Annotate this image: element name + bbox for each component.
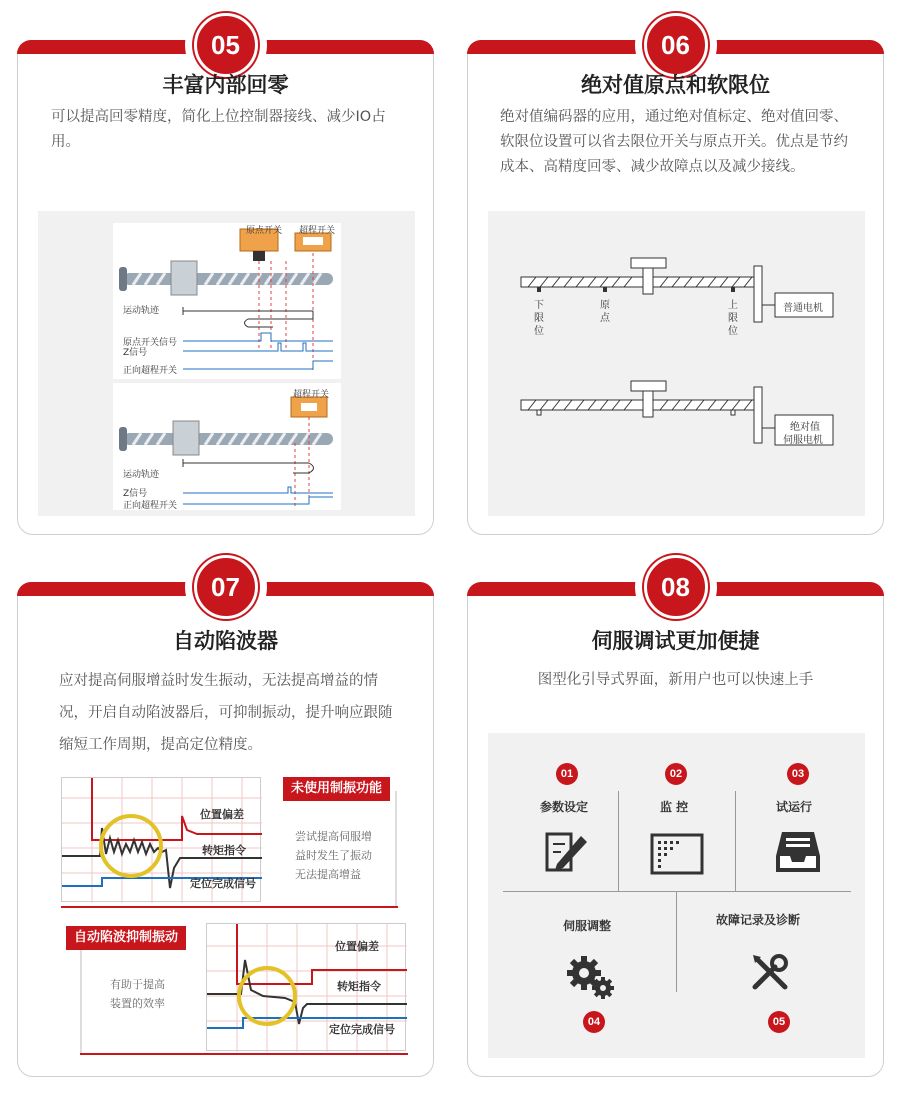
debug-steps-panel — [488, 733, 865, 1058]
card-description: 绝对值编码器的应用，通过绝对值标定、绝对值回零、软限位设置可以省去限位开关与原点开关。优点是节约成本、高精度回零、减少故障点以及减少接线。 — [500, 109, 848, 175]
step-number-03: 03 — [787, 763, 809, 785]
graph2-note-line1: 有助于提高 — [110, 978, 165, 991]
homing-diagram-top — [113, 223, 341, 379]
origin-label: 原点 — [600, 300, 610, 324]
inbox-tray-icon — [774, 830, 822, 874]
graph2-underline — [80, 1053, 408, 1055]
graph-without-suppression — [61, 777, 261, 902]
graph-with-suppression — [206, 923, 406, 1051]
soft-limit-drawing — [488, 211, 865, 516]
card-description: 可以提高回零精度，简化上位控制器接线、减少IO占用。 — [51, 109, 386, 150]
card-badge — [185, 546, 267, 628]
graph2-note-line2: 装置的效率 — [110, 997, 165, 1010]
upper-limit-label: 上限位 — [728, 300, 738, 337]
gears-icon — [566, 955, 618, 1003]
track-label-2: 运动轨迹 — [123, 470, 160, 480]
graph2-side-rule — [80, 950, 82, 1055]
homing-diagram-bottom — [113, 383, 341, 510]
step-label-04: 伺服调整 — [563, 919, 612, 933]
z-signal-label-2: Z信号 — [123, 489, 148, 499]
feature-card-08 — [467, 571, 884, 1077]
graph1-note-line1: 尝试提高伺服增 — [295, 830, 372, 843]
overtravel-switch-label: 超程开关 — [299, 226, 336, 236]
col-divider-3 — [676, 892, 677, 992]
forward-overtravel-label: 正向超程开关 — [123, 366, 178, 376]
col-divider-1 — [618, 791, 619, 891]
overtravel-switch-label-2: 超程开关 — [293, 390, 330, 400]
torque-command-label: 转矩指令 — [202, 844, 246, 857]
feature-card-05 — [17, 29, 434, 535]
feature-card-07 — [17, 571, 434, 1077]
ballscrew-top-drawing — [113, 223, 341, 379]
card-title: 伺服调试更加便捷 — [591, 629, 760, 653]
card-number: 08 — [644, 555, 708, 619]
card-description: 图型化引导式界面，新用户也可以快速上手 — [537, 672, 814, 688]
step-label-01: 参数设定 — [540, 800, 589, 814]
card-number: 07 — [194, 555, 258, 619]
torque-command-label-2: 转矩指令 — [337, 980, 381, 993]
card-title: 丰富内部回零 — [162, 73, 289, 97]
step-number-02: 02 — [665, 763, 687, 785]
row-divider — [503, 891, 851, 892]
ballscrew-bottom-drawing — [113, 383, 341, 510]
homing-diagram-panel — [38, 211, 415, 516]
card-title: 自动陷波器 — [173, 629, 278, 653]
notch-suppression-tag: 自动陷波抑制振动 — [66, 926, 186, 950]
col-divider-2 — [735, 791, 736, 891]
track-label: 运动轨迹 — [123, 306, 160, 316]
graph1-note-line3: 无法提高增益 — [295, 868, 361, 881]
tools-icon — [751, 953, 791, 993]
servo-motor-label-2: 伺服电机 — [783, 435, 823, 446]
lower-limit-label: 下限位 — [534, 300, 544, 337]
step-label-02: 监 控 — [660, 800, 689, 814]
graph-side-rule — [395, 791, 397, 906]
position-deviation-label-2: 位置偏差 — [335, 940, 379, 953]
step-label-03: 试运行 — [776, 800, 813, 814]
feature-card-06 — [467, 29, 884, 535]
card-title: 绝对值原点和软限位 — [581, 73, 770, 97]
no-suppression-tag: 未使用制振功能 — [283, 777, 390, 801]
card-number: 06 — [644, 13, 708, 77]
soft-limit-diagram-panel — [488, 211, 865, 516]
monitor-panel-icon — [650, 833, 704, 875]
step-number-04: 04 — [583, 1011, 605, 1033]
card-number: 05 — [194, 13, 258, 77]
position-deviation-label: 位置偏差 — [200, 808, 244, 821]
edit-document-icon — [543, 828, 589, 874]
forward-overtravel-label-2: 正向超程开关 — [123, 501, 178, 511]
graph1-note-line2: 益时发生了振动 — [295, 849, 372, 862]
origin-signal-label: 原点开关信号 — [123, 338, 178, 348]
step-number-01: 01 — [556, 763, 578, 785]
card-badge — [635, 546, 717, 628]
card-description: 应对提高伺服增益时发生振动，无法提高增益的情况，开启自动陷波器后，可抑制振动，提升响应跟随缩短工作周期，提高定位精度。 — [59, 673, 393, 753]
standard-motor-label: 普通电机 — [783, 303, 823, 314]
origin-switch-label: 原点开关 — [246, 226, 283, 236]
positioning-done-label: 定位完成信号 — [190, 877, 256, 890]
servo-motor-label-1: 绝对值 — [790, 422, 820, 433]
step-number-05: 05 — [768, 1011, 790, 1033]
positioning-done-label-2: 定位完成信号 — [329, 1023, 395, 1036]
graph-underline — [61, 906, 398, 908]
z-signal-label: Z信号 — [123, 348, 148, 358]
step-label-05: 故障记录及诊断 — [716, 913, 801, 927]
